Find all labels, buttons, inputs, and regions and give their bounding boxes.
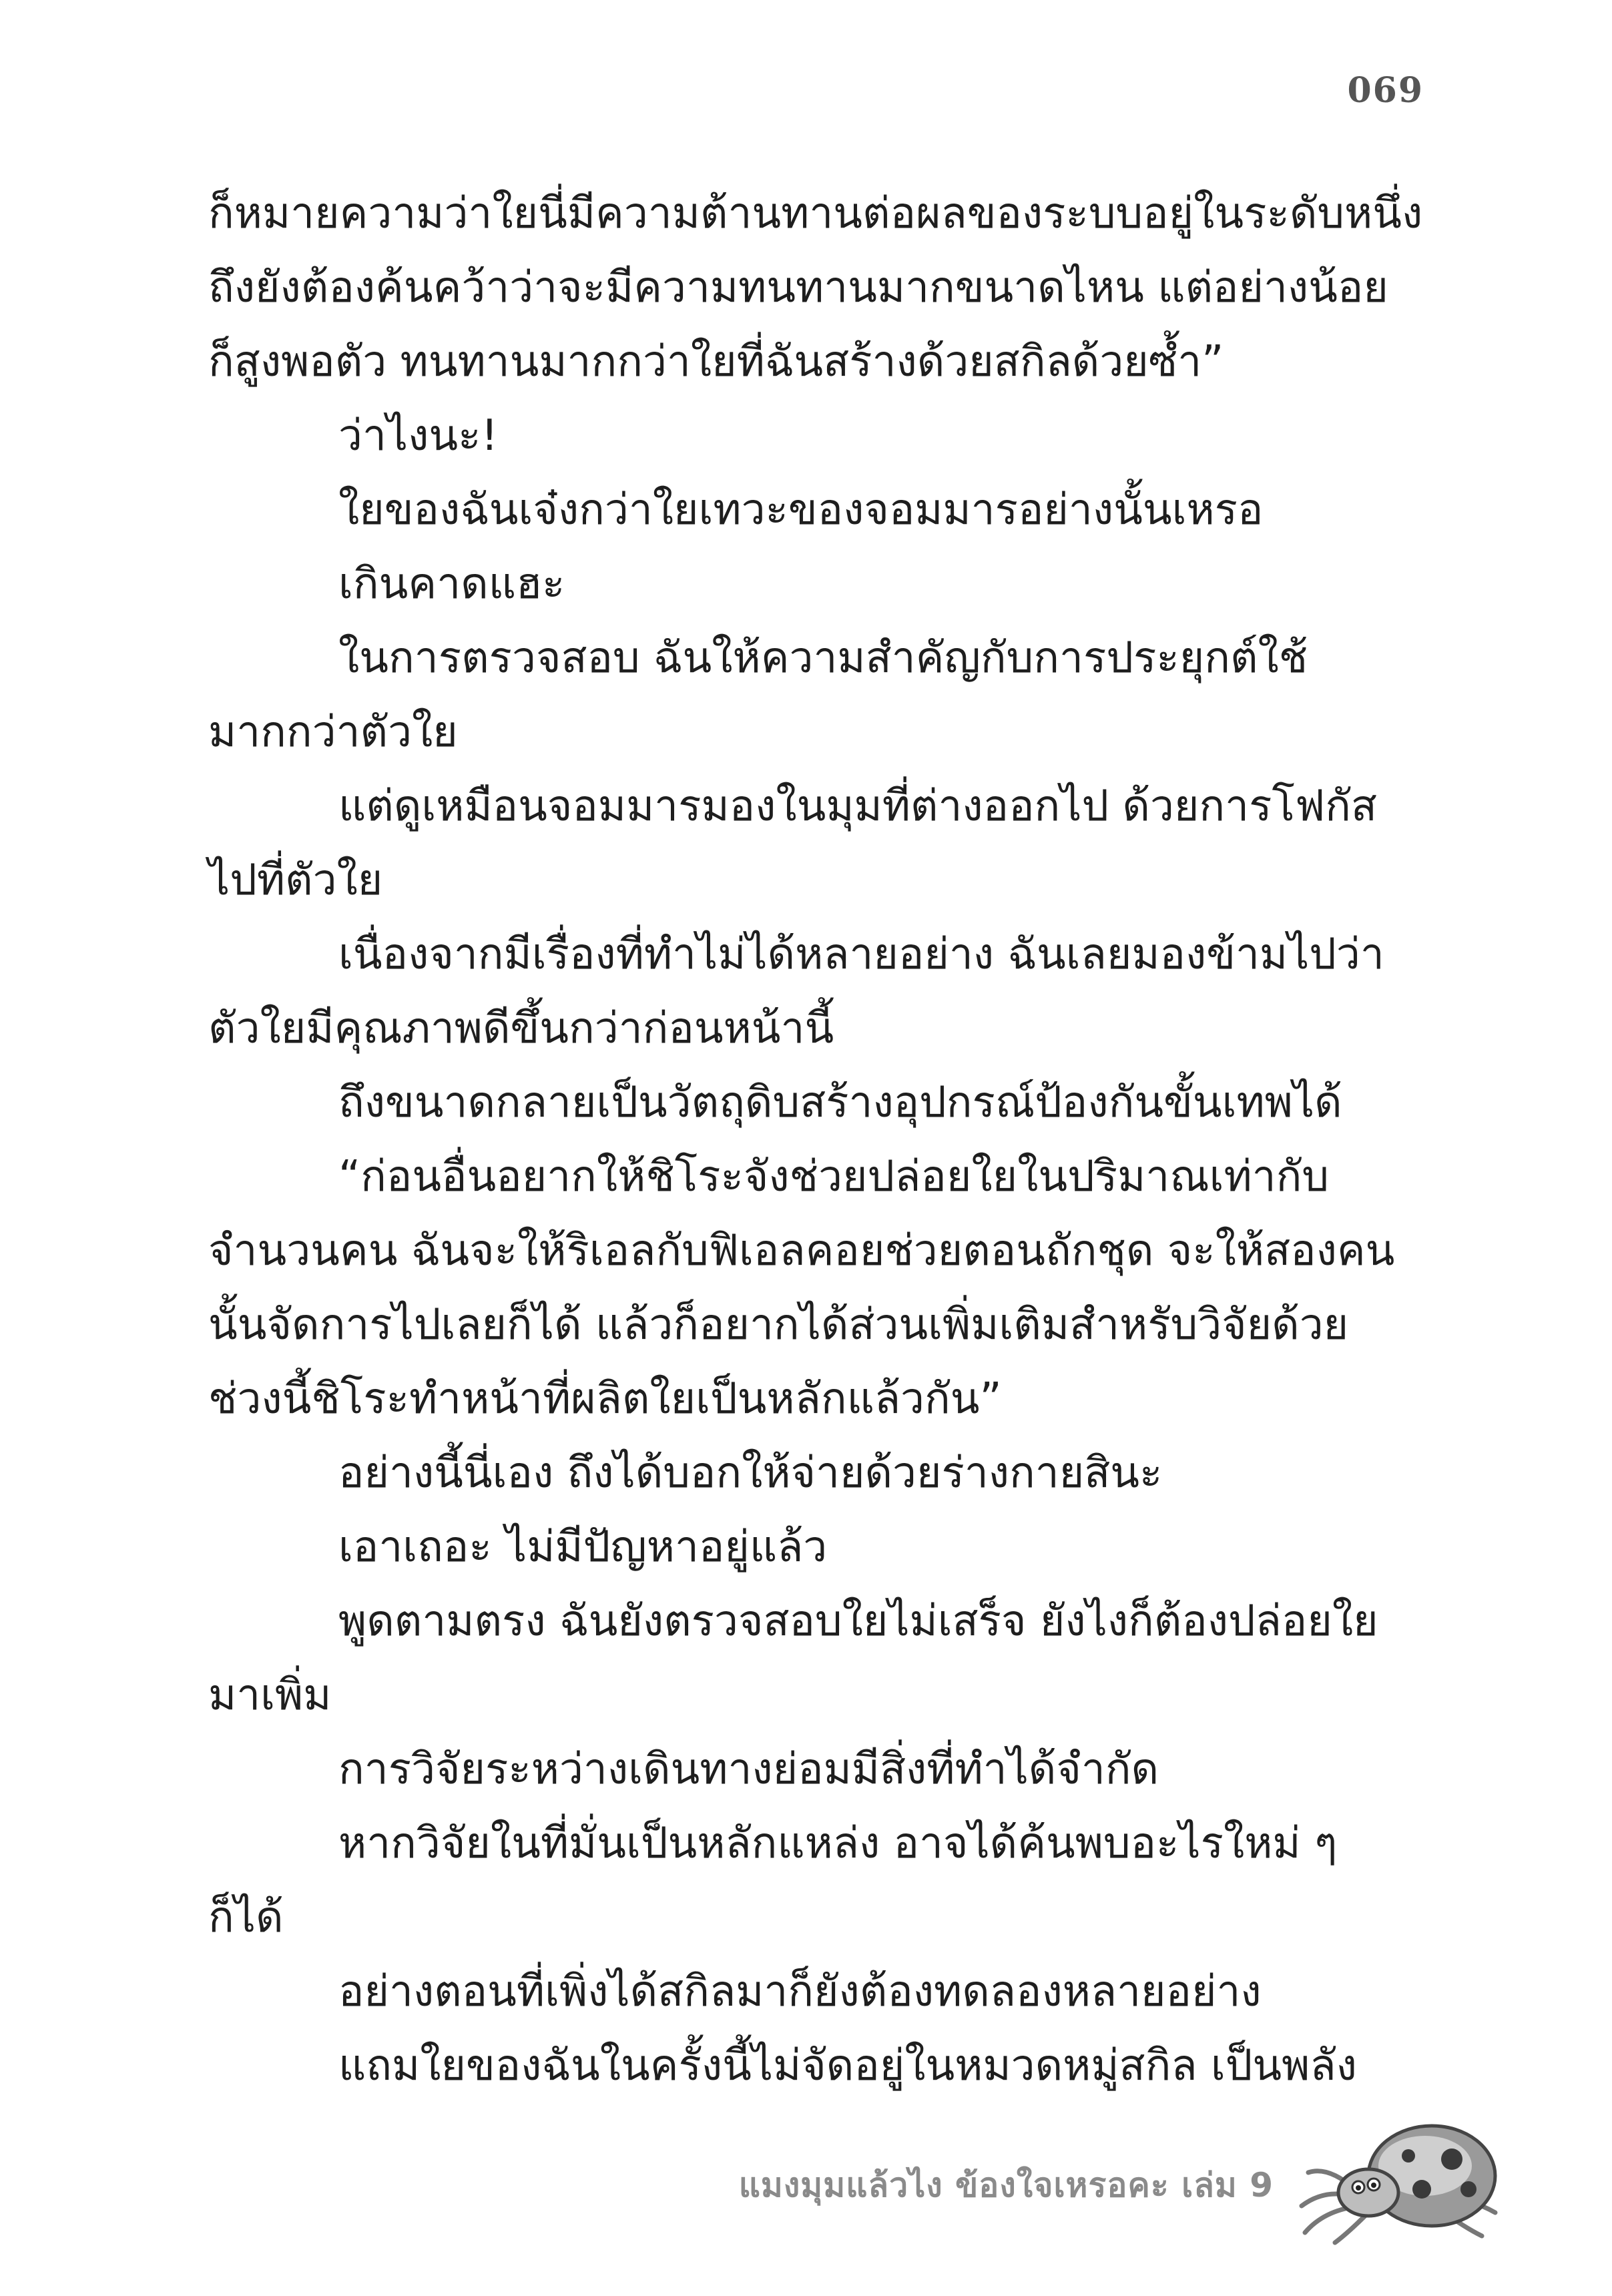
text-line: การวิจัยระหว่างเดินทางย่อมมีสิ่งที่ทำได้จำกัด: [338, 1745, 1159, 1794]
text-line: ว่าไงนะ!: [338, 411, 499, 461]
text-line: หากวิจัยในที่มั่นเป็นหลักแหล่ง อาจได้ค้นพบอะไรใหม่ ๆ: [338, 1819, 1338, 1868]
text-line: ช่วงนี้ชิโระทำหน้าที่ผลิตใยเป็นหลักแล้วกัน”: [208, 1374, 1002, 1424]
text-line: ก็ได้: [208, 1893, 284, 1942]
text-line: ถึงขนาดกลายเป็นวัตถุดิบสร้างอุปกรณ์ป้องกันขั้นเทพได้: [338, 1078, 1342, 1127]
text-line: ในการตรวจสอบ ฉันให้ความสำคัญกับการประยุกต์ใช้: [338, 633, 1308, 683]
text-line: ไปที่ตัวใย: [208, 856, 383, 905]
text-line: ถึงยังต้องค้นคว้าว่าจะมีความทนทานมากขนาดไหน แต่อย่างน้อย: [208, 263, 1388, 312]
running-footer: [738, 2146, 1535, 2226]
book-title: แมงมุมแล้วไง ข้องใจเหรอคะ เล่ม 9: [738, 2166, 1274, 2205]
spider-mascot-icon: [1288, 2119, 1509, 2246]
text-line: เกินคาดแฮะ: [338, 559, 565, 609]
text-line: เอาเถอะ ไม่มีปัญหาอยู่แล้ว: [338, 1522, 828, 1572]
text-line: เนื่องจากมีเรื่องที่ทำไม่ได้หลายอย่าง ฉันเลยมองข้ามไปว่า: [338, 930, 1384, 979]
text-line: ใยของฉันเจ๋งกว่าใยเทวะของจอมมารอย่างนั้นเหรอ: [338, 485, 1264, 535]
text-line: แถมใยของฉันในครั้งนี้ไม่จัดอยู่ในหมวดหมู่สกิล เป็นพลัง: [338, 2041, 1357, 2090]
text-line: พูดตามตรง ฉันยังตรวจสอบใยไม่เสร็จ ยังไงก็ต้องปล่อยใย: [338, 1597, 1378, 1646]
text-line: อย่างตอนที่เพิ่งได้สกิลมาก็ยังต้องทดลองหลายอย่าง: [338, 1967, 1262, 2016]
text-line: ก็สูงพอตัว ทนทานมากกว่าใยที่ฉันสร้างด้วยสกิลด้วยซ้ำ”: [208, 337, 1224, 386]
text-body: [208, 177, 1423, 2103]
text-line: “ก่อนอื่นอยากให้ชิโระจังช่วยปล่อยใยในปริมาณเท่ากับ: [338, 1152, 1329, 1201]
text-line: มาเพิ่ม: [208, 1671, 332, 1720]
text-line: จำนวนคน ฉันจะให้ริเอลกับฟิเอลคอยช่วยตอนถักชุด จะให้สองคน: [208, 1226, 1395, 1275]
text-line: อย่างนี้นี่เอง ถึงได้บอกให้จ่ายด้วยร่างกายสินะ: [338, 1448, 1163, 1498]
page-number: 069: [1347, 70, 1424, 111]
text-line: ตัวใยมีคุณภาพดีขึ้นกว่าก่อนหน้านี้: [208, 1004, 834, 1053]
text-line: นั้นจัดการไปเลยก็ได้ แล้วก็อยากได้ส่วนเพิ่มเติมสำหรับวิจัยด้วย: [208, 1300, 1349, 1350]
text-line: แต่ดูเหมือนจอมมารมองในมุมที่ต่างออกไป ด้วยการโฟกัส: [338, 782, 1377, 831]
text-line: ก็หมายความว่าใยนี่มีความต้านทานต่อผลของระบบอยู่ในระดับหนึ่ง: [208, 189, 1423, 238]
text-line: มากกว่าตัวใย: [208, 707, 458, 757]
